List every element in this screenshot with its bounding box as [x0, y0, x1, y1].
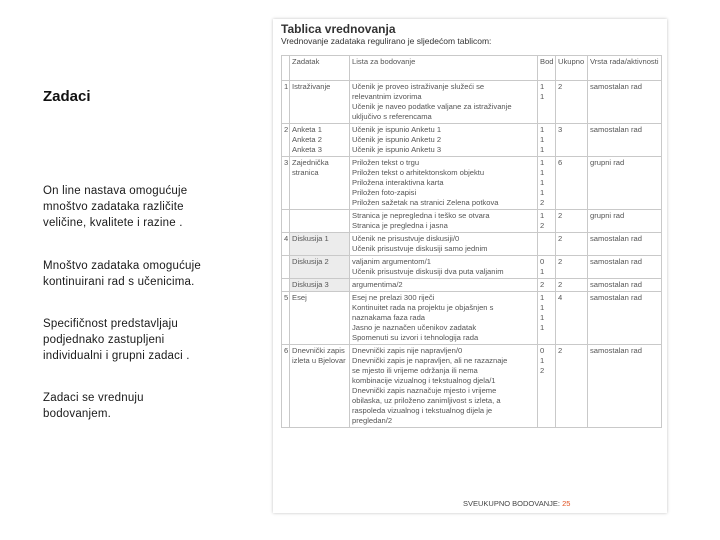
header-total: Ukupno [556, 56, 588, 81]
cell-line: Zajednička [292, 158, 329, 167]
cell-line: Dnevnički zapis nije napravljen/0 [352, 346, 463, 355]
row-task [290, 292, 350, 345]
cell-line: uključivo s referencama [352, 112, 432, 121]
row-type: grupni rad [588, 210, 662, 233]
row-points [538, 81, 556, 124]
row-criteria [350, 233, 538, 256]
cell-line: Istraživanje [292, 82, 331, 91]
text-line: mnoštvo zadataka različite [43, 201, 184, 213]
row-type: samostalan rad [588, 279, 662, 292]
cell-line: obilaska, uz priloženo zanimljivost s izleta, a [352, 396, 501, 405]
cell-line: relevantnim izvorima [352, 92, 422, 101]
row-number: 2 [282, 124, 290, 157]
row-total: 6 [556, 157, 588, 210]
cell-line: 1 [540, 135, 545, 144]
row-criteria [350, 279, 538, 292]
text-line: Specifičnost predstavljaju [43, 318, 178, 330]
cell-line: 1 [540, 293, 545, 302]
text-line: kontinuirani rad s učenicima. [43, 276, 195, 288]
cell-line: Učenik je ispunio Anketu 2 [352, 135, 442, 144]
row-type: samostalan rad [588, 81, 662, 124]
cell-line: 1 [540, 267, 545, 276]
cell-line: Priložen sažetak na stranici Zelena potkova [352, 198, 499, 207]
cell-line: 1 [540, 158, 545, 167]
cell-line: Učenik prisustvuje diskusiji dva puta valjanim [352, 267, 504, 276]
table-subtitle: Vrednovanje zadataka regulirano je sljedećom tablicom: [281, 36, 492, 46]
row-criteria [350, 210, 538, 233]
row-task [290, 124, 350, 157]
cell-line: Anketa 2 [292, 135, 322, 144]
cell-line: Esej [292, 293, 307, 302]
table-row [282, 157, 662, 210]
cell-line: Diskusija 3 [292, 280, 329, 289]
cell-line: Stranica je nepregledna i teško se otvara [352, 211, 490, 220]
row-number [282, 279, 290, 292]
text-line: podjednako zastupljeni [43, 334, 165, 346]
table-row [282, 210, 662, 233]
cell-line: Diskusija 1 [292, 234, 329, 243]
left-title: Zadaci [43, 88, 91, 105]
row-type: samostalan rad [588, 233, 662, 256]
cell-line: 1 [540, 145, 545, 154]
row-task [290, 345, 350, 428]
cell-line: 2 [540, 280, 545, 289]
cell-line: Učenik je ispunio Anketu 1 [352, 125, 442, 134]
cell-line: 0 [540, 346, 545, 355]
cell-line: 0 [540, 257, 545, 266]
row-total: 2 [556, 233, 588, 256]
cell-line: Dnevnički zapis je napravljen, ali ne razaznaje [352, 356, 508, 365]
cell-line: 2 [540, 366, 545, 375]
row-number [282, 256, 290, 279]
cell-line: 1 [540, 168, 545, 177]
header-points: Bod [538, 56, 556, 81]
row-number: 3 [282, 157, 290, 210]
cell-line: 1 [540, 92, 545, 101]
row-number: 1 [282, 81, 290, 124]
cell-line: Spomenuti su izvori i tehnologija rada [352, 333, 479, 342]
cell-line: Anketa 3 [292, 145, 322, 154]
row-type: samostalan rad [588, 256, 662, 279]
row-total: 2 [556, 81, 588, 124]
row-points [538, 279, 556, 292]
row-type: grupni rad [588, 157, 662, 210]
row-criteria [350, 157, 538, 210]
row-points [538, 345, 556, 428]
cell-line: Učenik prisustvuje diskusiji samo jednim [352, 244, 488, 253]
text-line: Mnoštvo zadataka omogućuje [43, 260, 201, 272]
row-total: 2 [556, 279, 588, 292]
cell-line: Anketa 1 [292, 125, 322, 134]
table-row [282, 233, 662, 256]
cell-line: kombinacije vizualnog i tekstualnog djela/1 [352, 376, 496, 385]
cell-line: izleta u Bjelovar [292, 356, 346, 365]
table-row [282, 81, 662, 124]
row-type: samostalan rad [588, 345, 662, 428]
header-task: Zadatak [290, 56, 350, 81]
row-criteria [350, 124, 538, 157]
text-line: individualni i grupni zadaci . [43, 350, 190, 362]
paragraph-specificity [43, 316, 233, 364]
row-task [290, 210, 350, 233]
row-points [538, 124, 556, 157]
cell-line: Priložen tekst o trgu [352, 158, 420, 167]
row-points [538, 210, 556, 233]
cell-line: valjanim argumentom/1 [352, 257, 431, 266]
row-task [290, 256, 350, 279]
text-line: bodovanjem. [43, 408, 112, 420]
grand-total-value: 25 [562, 499, 571, 508]
table-header-row [282, 56, 662, 81]
cell-line: Jasno je naznačen učenikov zadatak [352, 323, 477, 332]
cell-line: Diskusija 2 [292, 257, 329, 266]
row-number: 4 [282, 233, 290, 256]
cell-line: 1 [540, 313, 545, 322]
grand-total [463, 499, 570, 508]
cell-line: se mjesto ili vrijeme održanja ili nema [352, 366, 478, 375]
evaluation-table-image [273, 19, 667, 513]
row-task [290, 279, 350, 292]
table-title: Tablica vrednovanja [281, 22, 396, 36]
row-task [290, 233, 350, 256]
row-criteria [350, 292, 538, 345]
row-total: 3 [556, 124, 588, 157]
cell-line: 1 [540, 125, 545, 134]
row-number: 5 [282, 292, 290, 345]
row-points [538, 292, 556, 345]
paragraph-scoring [43, 390, 233, 422]
cell-line: 1 [540, 178, 545, 187]
row-number: 6 [282, 345, 290, 428]
cell-line: 1 [540, 356, 545, 365]
cell-line: Stranica je pregledna i jasna [352, 221, 448, 230]
row-criteria [350, 81, 538, 124]
table-row [282, 279, 662, 292]
row-total: 2 [556, 345, 588, 428]
row-type: samostalan rad [588, 292, 662, 345]
evaluation-table [281, 55, 662, 428]
cell-line: pregledan/2 [352, 416, 393, 425]
cell-line: Kontinuitet rada na projektu je objašnjen s [352, 303, 494, 312]
cell-line: Priložena interaktivna karta [352, 178, 444, 187]
table-row [282, 292, 662, 345]
cell-line: Priložen foto-zapisi [352, 188, 417, 197]
cell-line: 1 [540, 323, 545, 332]
cell-line: 1 [540, 211, 545, 220]
text-line: Zadaci se vrednuju [43, 392, 144, 404]
row-type: samostalan rad [588, 124, 662, 157]
cell-line: stranica [292, 168, 319, 177]
cell-line: Učenik je naveo podatke valjane za istraživanje [352, 102, 512, 111]
cell-line: Učenik je proveo istraživanje služeći se [352, 82, 485, 91]
row-total: 4 [556, 292, 588, 345]
row-total: 2 [556, 256, 588, 279]
grand-total-label: SVEUKUPNO BODOVANJE: [463, 499, 560, 508]
row-task [290, 81, 350, 124]
table-row [282, 256, 662, 279]
cell-line: 1 [540, 303, 545, 312]
paragraph-online-tasks [43, 183, 233, 231]
row-criteria [350, 256, 538, 279]
cell-line: naznakama faza rada [352, 313, 426, 322]
row-total: 2 [556, 210, 588, 233]
row-points [538, 256, 556, 279]
header-number [282, 56, 290, 81]
cell-line: Učenik ne prisustvuje diskusiji/0 [352, 234, 460, 243]
cell-line: Esej ne prelazi 300 riječi [352, 293, 435, 302]
cell-line: 1 [540, 82, 545, 91]
cell-line: Dnevnički zapis naznačuje mjesto i vrijeme [352, 386, 497, 395]
row-criteria [350, 345, 538, 428]
paragraph-continuous-work [43, 258, 233, 290]
row-points [538, 233, 556, 256]
table-row [282, 345, 662, 428]
text-line: veličine, kvalitete i razine . [43, 217, 183, 229]
cell-line: Priložen tekst o arhitektonskom objektu [352, 168, 485, 177]
header-criteria: Lista za bodovanje [350, 56, 538, 81]
row-task [290, 157, 350, 210]
cell-line: Dnevnički zapis [292, 346, 345, 355]
cell-line: 2 [540, 221, 545, 230]
cell-line: 2 [540, 198, 545, 207]
row-points [538, 157, 556, 210]
cell-line: raspoleda vizualnog i tekstualnog dijela je [352, 406, 493, 415]
cell-line: argumentima/2 [352, 280, 403, 289]
table-row [282, 124, 662, 157]
cell-line: Učenik je ispunio Anketu 3 [352, 145, 442, 154]
cell-line: 1 [540, 188, 545, 197]
row-number [282, 210, 290, 233]
header-type: Vrsta rada/aktivnosti [588, 56, 662, 81]
text-line: On line nastava omogućuje [43, 185, 188, 197]
